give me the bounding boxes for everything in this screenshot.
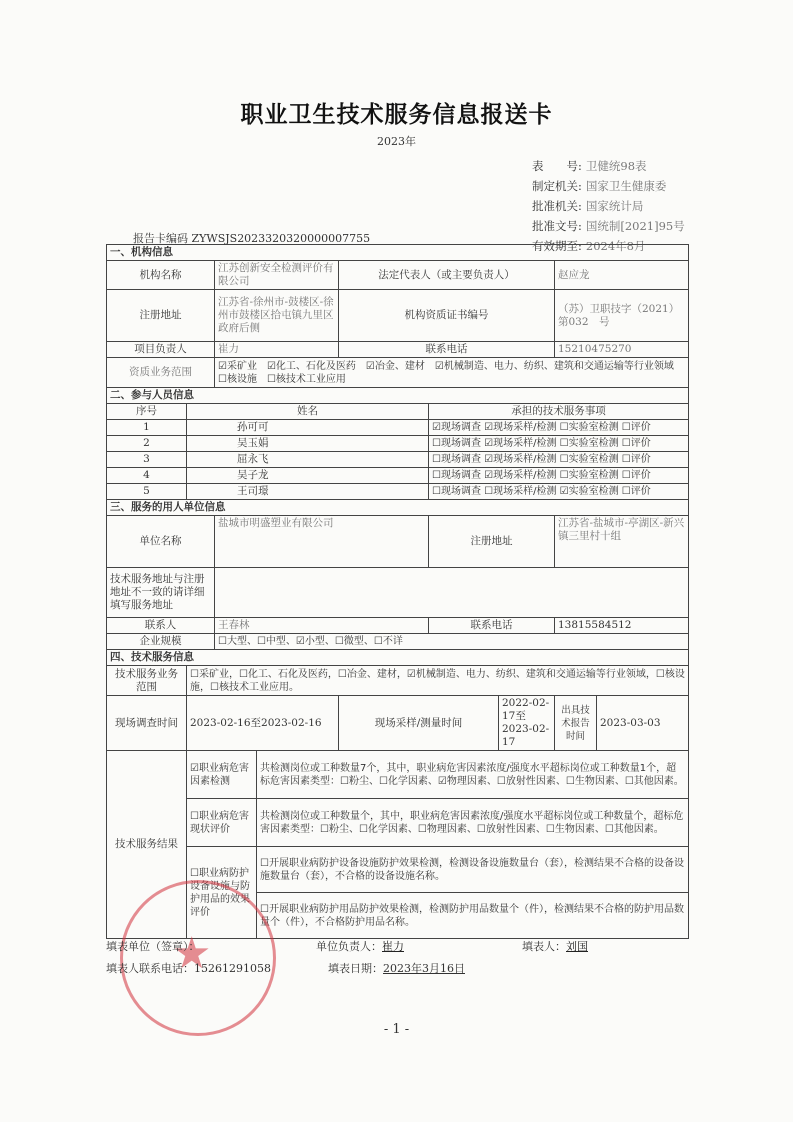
- unit-head-label: 单位负责人：: [316, 940, 382, 953]
- filler-phone: 15261291058: [194, 962, 271, 975]
- row-task: ☑现场调查 ☑现场采样/检测 ☐实验室检测 ☐评价: [429, 420, 689, 436]
- r3-label: ☐职业病防护设备设施与防护用品的效果评价: [187, 847, 257, 939]
- unit-phone-label: 联系电话: [429, 618, 555, 634]
- issuer-label: 制定机关:: [532, 179, 582, 193]
- seal-star-icon: ★: [172, 928, 212, 979]
- valid-label: 有效期至:: [532, 239, 582, 253]
- card-code: 报告卡编码 ZYWSJS2023320320000007755: [133, 232, 371, 245]
- row-task: ☐现场调查 ☑现场采样/检测 ☐实验室检测 ☐评价: [429, 468, 689, 484]
- valid-until: 2024年8月: [585, 239, 646, 253]
- service-addr-label: 技术服务地址与注册地址不一致的请详细填写服务地址: [107, 568, 215, 618]
- col-task: 承担的技术服务事项: [429, 404, 689, 420]
- document-title: 职业卫生技术服务信息报送卡: [240, 101, 553, 128]
- row-name: 孙可可: [187, 420, 429, 436]
- r3a-text: ☐开展职业病防护设备设施防护效果检测，检测设备设施数量台（套），检测结果不合格的设备设施数量台（套），不合格的设备设施名称。: [257, 847, 689, 893]
- report-time-label: 出具技术报告时间: [555, 696, 597, 751]
- r1-text: 共检测岗位或工种数量7个，其中，职业病危害因素浓度/强度水平超标岗位或工种数量1个，超标危害因素类型：☐粉尘、☐化学因素、☑物理因素、☐放射性因素、☐生物因素、☐其他因素。: [257, 751, 689, 799]
- filler: 刘国: [566, 940, 588, 953]
- row-no: 1: [107, 420, 187, 436]
- approver: 国家统计局: [585, 199, 644, 213]
- row-no: 4: [107, 468, 187, 484]
- section2-header: 二、参与人员信息: [107, 388, 689, 404]
- phone-label: 联系电话: [339, 342, 555, 358]
- col-name: 姓名: [187, 404, 429, 420]
- table-row: [107, 484, 689, 500]
- section4-header: 四、技术服务信息: [107, 650, 689, 666]
- filler-phone-label: 填表人联系电话：: [106, 962, 194, 975]
- row-task: ☐现场调查 ☑现场采样/检测 ☐实验室检测 ☐评价: [429, 436, 689, 452]
- row-task: ☐现场调查 ☐现场采样/检测 ☑实验室检测 ☐评价: [429, 484, 689, 500]
- r2-text: 共检测岗位或工种数量个，其中，职业病危害因素浓度/强度水平超标岗位或工种数量个，超标危害因素类型：☐粉尘、☐化学因素、☐物理因素、☐放射性因素、☐生物因素、☐其他因素。: [257, 799, 689, 847]
- unit-name: 盐城市明盛塑业有限公司: [215, 516, 429, 568]
- section3-header: 三、服务的用人单位信息: [107, 500, 689, 516]
- col-no: 序号: [107, 404, 187, 420]
- unit-addr-label: 注册地址: [429, 516, 555, 568]
- row-no: 5: [107, 484, 187, 500]
- contact-label: 联系人: [107, 618, 215, 634]
- s4-scope-label: 技术服务业务范围: [107, 666, 187, 696]
- row-name: 屈永飞: [187, 452, 429, 468]
- size-label: 企业规模: [107, 634, 215, 650]
- issuer: 国家卫生健康委: [585, 179, 667, 193]
- table-row: [107, 420, 689, 436]
- fill-date: 2023年3月16日: [383, 962, 465, 975]
- cert-label: 机构资质证书编号: [339, 290, 555, 342]
- date-label: 填表日期：: [328, 962, 383, 975]
- info-form: [106, 244, 689, 939]
- section1-header: 一、机构信息: [107, 245, 689, 261]
- reg-addr: 江苏省-徐州市-鼓楼区-徐州市鼓楼区拾屯镇九里区政府后侧: [215, 290, 339, 342]
- contact: 王春林: [215, 618, 429, 634]
- fill-unit-label: 填表单位（签章）：: [106, 940, 200, 953]
- form-meta: [532, 156, 685, 256]
- approval-no: 国统制[2021]95号: [585, 219, 685, 233]
- page-number: - 1 -: [383, 1022, 410, 1037]
- scope-label: 资质业务范围: [107, 358, 215, 388]
- sample-time-label: 现场采样/测量时间: [339, 696, 499, 751]
- table-row: [107, 468, 689, 484]
- report-year: 2023年: [377, 135, 416, 148]
- table-row: [107, 452, 689, 468]
- unit-name-label: 单位名称: [107, 516, 215, 568]
- unit-addr: 江苏省-盐城市-亭湖区-新兴镇三里村十组: [555, 516, 689, 568]
- r3b-text: ☐开展职业病防护用品防护效果检测，检测防护用品数量个（件），检测结果不合格的防护用品数量个（件），不合格防护用品名称。: [257, 893, 689, 939]
- approver-label: 批准机关:: [532, 199, 582, 213]
- survey-time: 2023-02-16至2023-02-16: [187, 696, 339, 751]
- row-name: 吴玉娟: [187, 436, 429, 452]
- phone: 15210475270: [555, 342, 689, 358]
- service-addr: [215, 568, 689, 618]
- org-name-label: 机构名称: [107, 261, 215, 290]
- row-name: 王司璟: [187, 484, 429, 500]
- org-name: 江苏创新安全检测评价有限公司: [215, 261, 339, 290]
- s4-scope-options: ☐采矿业，☐化工、石化及医药，☐冶金、建材，☑机械制造、电力、纺织、建筑和交通运输等行业领域，☐核设施，☐核技术工业应用。: [187, 666, 689, 696]
- approval-no-label: 批准文号:: [532, 219, 582, 233]
- result-label: 技术服务结果: [107, 751, 187, 939]
- row-task: ☐现场调查 ☑现场采样/检测 ☐实验室检测 ☐评价: [429, 452, 689, 468]
- pm-label: 项目负责人: [107, 342, 215, 358]
- size-options: ☐大型、☐中型、☑小型、☐微型、☐不详: [215, 634, 689, 650]
- reg-addr-label: 注册地址: [107, 290, 215, 342]
- report-time: 2023-03-03: [597, 696, 689, 751]
- unit-phone: 13815584512: [555, 618, 689, 634]
- cert-no: （苏）卫职技字（2021）第032 号: [555, 290, 689, 342]
- row-name: 吴子龙: [187, 468, 429, 484]
- filler-label: 填表人：: [522, 940, 566, 953]
- form-no-label: 表 号:: [532, 159, 582, 173]
- r1-label: ☑职业病危害因素检测: [187, 751, 257, 799]
- scope-options: ☑采矿业 ☑化工、石化及医药 ☑冶金、建材 ☑机械制造、电力、纺织、建筑和交通运输等行业领域 ☐核设施 ☐核技术工业应用: [215, 358, 689, 388]
- legal-rep-label: 法定代表人（或主要负责人）: [339, 261, 555, 290]
- form-no: 卫健统98表: [585, 159, 647, 173]
- legal-rep: 赵应龙: [555, 261, 689, 290]
- row-no: 2: [107, 436, 187, 452]
- row-no: 3: [107, 452, 187, 468]
- r2-label: ☐职业病危害现状评价: [187, 799, 257, 847]
- sample-time: 2022-02-17至2023-02-17: [499, 696, 555, 751]
- table-row: [107, 436, 689, 452]
- pm-name: 崔力: [215, 342, 339, 358]
- survey-time-label: 现场调查时间: [107, 696, 187, 751]
- unit-head: 崔力: [382, 940, 404, 953]
